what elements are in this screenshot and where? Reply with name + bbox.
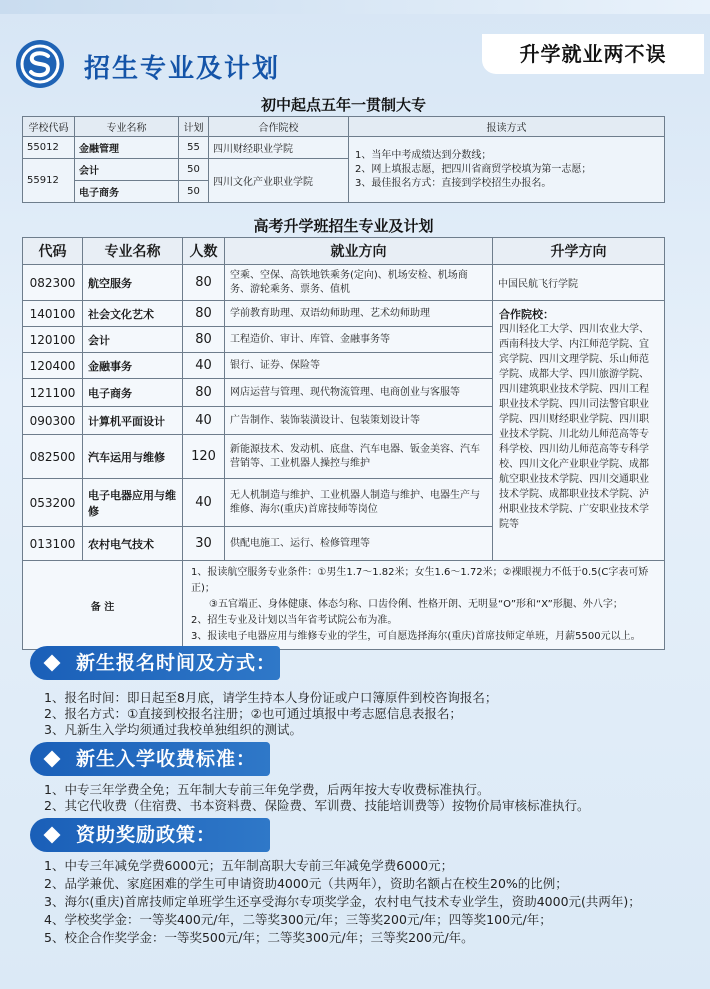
major-name: 金融管理 (75, 137, 179, 159)
header-school-code: 学校代码 (23, 117, 75, 137)
aid-text (44, 857, 641, 947)
plan-count: 55 (179, 137, 209, 159)
career-direction: 新能源技术、发动机、底盘、汽车电器、钣金美容、汽车营销等、工业机器人操控与维护 (225, 435, 493, 479)
major-name: 计算机平面设计 (83, 407, 183, 435)
aid-line: 4、学校奖学金：一等奖400元/年，二等奖300元/年；三等奖200元/年；四等奖100元/年； (44, 912, 552, 927)
student-count: 80 (183, 327, 225, 353)
student-count: 120 (183, 435, 225, 479)
enroll-line: 2、报名方式：①直接到校报名注册；②也可通过填报中考志愿信息表报名； (44, 706, 462, 721)
enroll-line: 3、凡新生入学均须通过我校单独组织的测试。 (44, 722, 302, 737)
career-direction: 网店运营与管理、现代物流管理、电商创业与客服等 (225, 379, 493, 407)
major-name: 电子商务 (83, 379, 183, 407)
table-header (23, 117, 665, 137)
aid-banner (30, 818, 270, 852)
diamond-icon (44, 827, 61, 844)
partner-colleges (493, 301, 665, 561)
method-line: 2、网上填报志愿，把四川省商贸学校填为第一志愿； (355, 163, 592, 175)
major-name: 会计 (83, 327, 183, 353)
aid-line: 2、品学兼优、家庭困难的学生可申请资助4000元（共两年），资助名额占在校生20%的比例； (44, 876, 568, 891)
major-code: 082300 (23, 265, 83, 301)
student-count: 80 (183, 379, 225, 407)
aid-title: 资助奖励政策： (76, 824, 217, 846)
fees-title: 新生入学收费标准： (76, 748, 257, 770)
major-name: 汽车运用与维修 (83, 435, 183, 479)
enroll-line: 1、报名时间：即日起至8月底，请学生持本人身份证或户口簿原件到校咨询报名； (44, 690, 498, 705)
header (0, 18, 710, 98)
note-line: 2、招生专业及计划以当年省考试院公布为准。 (191, 615, 398, 626)
fees-text (44, 782, 589, 814)
top-strip (0, 0, 710, 14)
study-first: 中国民航飞行学院 (493, 265, 665, 301)
note-line: 3、报读电子电器应用与维修专业的学生，可自愿选择海尔(重庆)首席技师定单班，月薪5500元以上。 (191, 631, 641, 642)
major-name: 电子电器应用与维修 (83, 479, 183, 527)
diamond-icon (44, 751, 61, 768)
major-code: 013100 (23, 527, 83, 561)
study-list: 四川轻化工大学、四川农业大学、西南科技大学、内江师范学院、宜宾学院、四川文理学院、乐山师范学院、成都大学、四川旅游学院、四川建筑职业技术学院、四川工程职业技术学院、四川司法警官职业学院、四川财经职业学院、四川职业技术学院、川北幼儿师范高等专科学校、四川幼儿师范高等专科学校、四川文化产业职业学院、成都航空职业技术学院、四川交通职业技术学院、成都职业技术学院、泸州职业技术学院、广安职业技术学院等 (499, 324, 649, 530)
student-count: 80 (183, 301, 225, 327)
major-name: 会计 (75, 159, 179, 181)
career-direction: 学前教育助理、双语幼师助理、艺术幼师助理 (225, 301, 493, 327)
major-name: 电子商务 (75, 181, 179, 203)
method-line: 3、最佳报名方式：直接到学校招生办报名。 (355, 177, 552, 189)
enroll-text (44, 690, 497, 738)
section2-title: 高考升学班招生专业及计划 (253, 217, 434, 235)
header-major: 专业名称 (83, 238, 183, 265)
note-line: ③五官端正、身体健康、体态匀称、口齿伶俐、性格开朗、无明显“O”形和“X”形腿、外八字； (209, 599, 623, 610)
enroll-banner (30, 646, 280, 680)
major-code: 121100 (23, 379, 83, 407)
major-name: 社会文化艺术 (83, 301, 183, 327)
page-title: 招生专业及计划 (84, 54, 281, 84)
header-count: 人数 (183, 238, 225, 265)
career-direction: 工程造价、审计、库管、金融事务等 (225, 327, 493, 353)
table-header (23, 238, 665, 265)
gaokao-table (22, 237, 665, 650)
school-code: 55012 (23, 137, 75, 159)
header-code: 代码 (23, 238, 83, 265)
career-direction: 广告制作、装饰装潢设计、包装策划设计等 (225, 407, 493, 435)
method-line: 1、当年中考成绩达到分数线； (355, 149, 492, 161)
apply-method (349, 137, 665, 203)
major-name: 金融事务 (83, 353, 183, 379)
table-row (23, 301, 665, 327)
school-logo-icon (14, 38, 66, 90)
major-code: 090300 (23, 407, 83, 435)
student-count: 40 (183, 353, 225, 379)
major-code: 120400 (23, 353, 83, 379)
header-plan: 计划 (179, 117, 209, 137)
five-year-table (22, 116, 665, 203)
major-code: 140100 (23, 301, 83, 327)
partner-school: 四川财经职业学院 (209, 137, 349, 159)
student-count: 30 (183, 527, 225, 561)
fees-banner (30, 742, 270, 776)
major-code: 120100 (23, 327, 83, 353)
header-major: 专业名称 (75, 117, 179, 137)
career-direction: 供配电施工、运行、检修管理等 (225, 527, 493, 561)
section1-title: 初中起点五年一贯制大专 (260, 96, 426, 114)
notes-label: 备 注 (23, 561, 183, 650)
header-career: 就业方向 (225, 238, 493, 265)
student-count: 40 (183, 407, 225, 435)
fees-line: 1、中专三年学费全免；五年制大专前三年免学费，后两年按大专收费标准执行。 (44, 782, 490, 797)
student-count: 80 (183, 265, 225, 301)
study-heading: 合作院校： (499, 308, 554, 321)
diamond-icon (44, 655, 61, 672)
major-code: 053200 (23, 479, 83, 527)
table-row (23, 265, 665, 301)
major-name: 航空服务 (83, 265, 183, 301)
header-partner: 合作院校 (209, 117, 349, 137)
enroll-title: 新生报名时间及方式： (76, 652, 277, 674)
notes-row (23, 561, 665, 650)
career-direction: 空乘、空保、高铁地铁乘务(定向)、机场安检、机场商务、游轮乘务、票务、值机 (225, 265, 493, 301)
major-code: 082500 (23, 435, 83, 479)
header-method: 报读方式 (349, 117, 665, 137)
school-code: 55912 (23, 159, 75, 203)
partner-school: 四川文化产业职业学院 (209, 159, 349, 203)
student-count: 40 (183, 479, 225, 527)
header-study: 升学方向 (493, 238, 665, 265)
table-row (23, 137, 665, 159)
fees-line: 2、其它代收费（住宿费、书本资料费、保险费、军训费、技能培训费等）按物价局审核标准执行。 (44, 798, 590, 813)
career-direction: 无人机制造与维护、工业机器人制造与维护、电器生产与维修、海尔(重庆)首席技师等岗位 (225, 479, 493, 527)
major-name: 农村电气技术 (83, 527, 183, 561)
slogan: 升学就业两不误 (482, 34, 704, 74)
notes-content (183, 561, 665, 650)
plan-count: 50 (179, 181, 209, 203)
aid-line: 5、校企合作奖学金：一等奖500元/年；二等奖300元/年；三等奖200元/年。 (44, 930, 474, 945)
note-line: 1、报读航空服务专业条件：①男生1.7～1.82米；女生1.6～1.72米；②裸眼视力不低于0.5(C字表可矫正)； (191, 567, 649, 594)
career-direction: 银行、证券、保险等 (225, 353, 493, 379)
aid-line: 1、中专三年减免学费6000元；五年制高职大专前三年减免学费6000元； (44, 858, 454, 873)
aid-line: 3、海尔(重庆)首席技师定单班学生还享受海尔专项奖学金，农村电气技术专业学生，资助4000元(共两年)； (44, 894, 641, 909)
plan-count: 50 (179, 159, 209, 181)
